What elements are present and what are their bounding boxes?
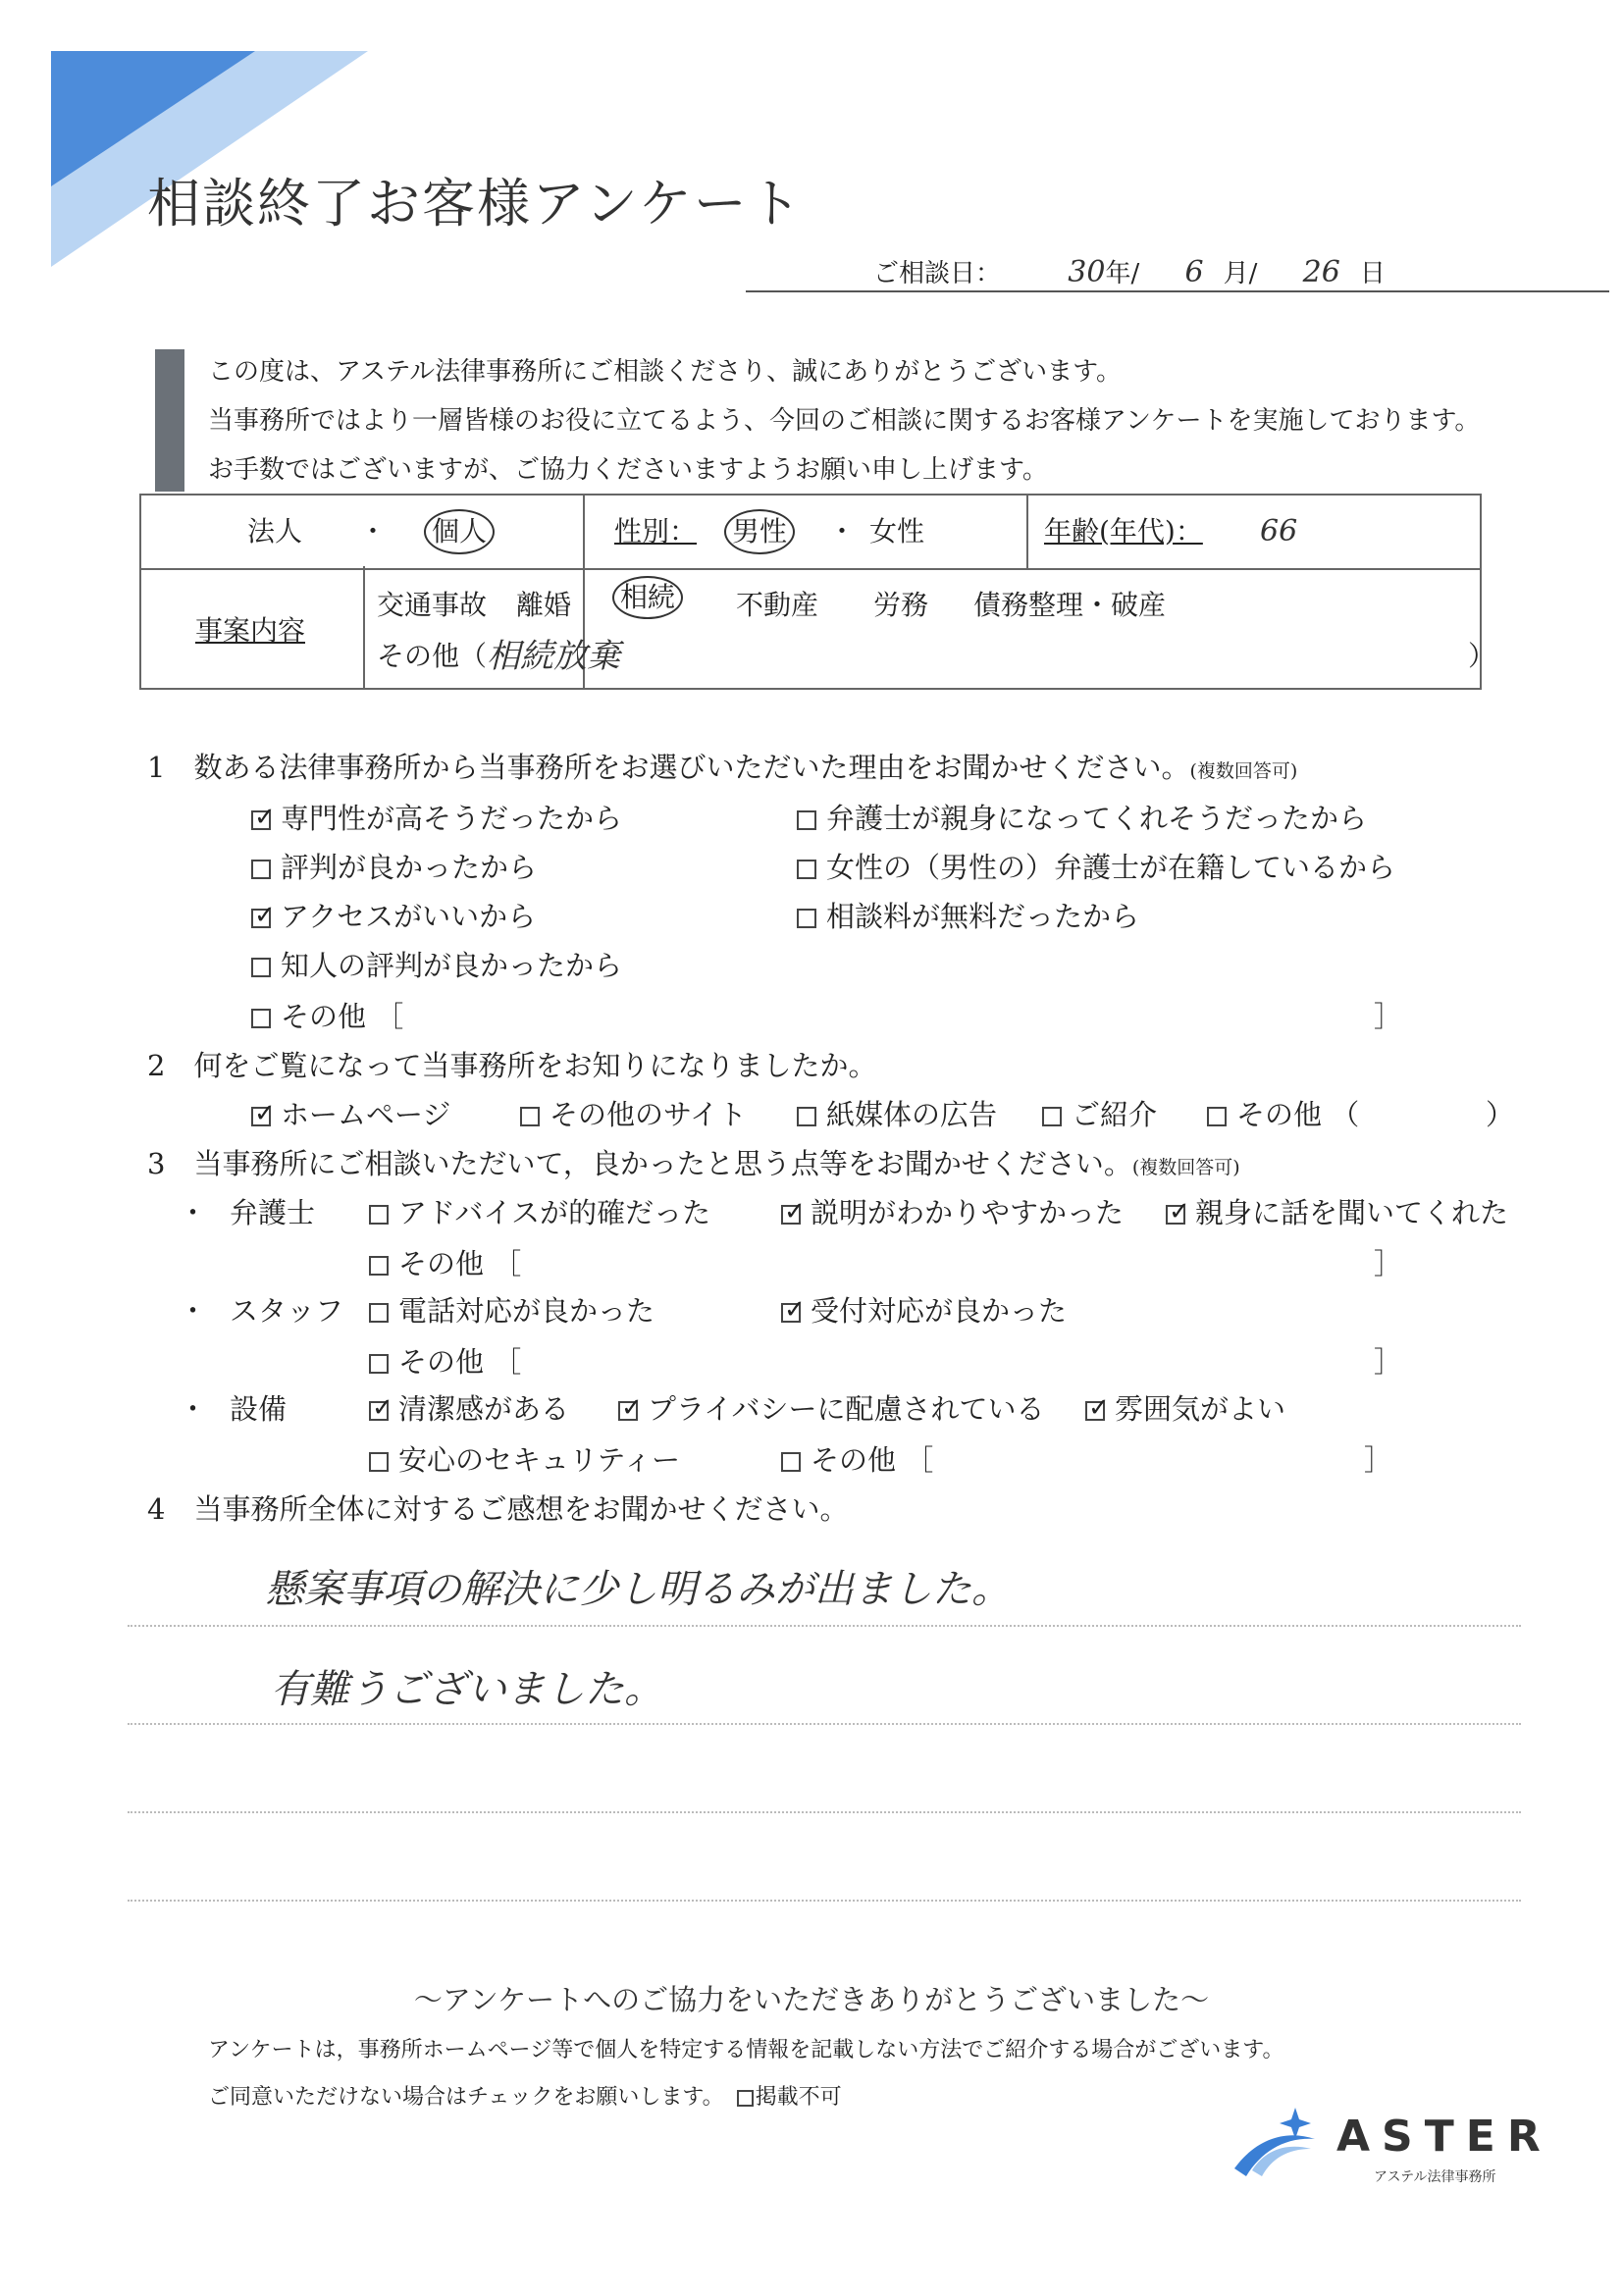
q3-text bbox=[147, 1142, 1240, 1182]
case-other-open: その他（ bbox=[377, 640, 488, 672]
q2-option-print-ad[interactable] bbox=[797, 1093, 997, 1133]
checkbox-icon[interactable] bbox=[251, 1107, 271, 1126]
q2-option-homepage[interactable] bbox=[251, 1093, 450, 1133]
checkbox-icon[interactable] bbox=[781, 1205, 801, 1225]
q3-facility-clean[interactable] bbox=[369, 1387, 569, 1428]
date-underline bbox=[746, 290, 1609, 292]
q3-facility-security[interactable] bbox=[369, 1438, 680, 1479]
q3-note: (複数回答可) bbox=[1131, 1157, 1240, 1178]
q4-answer-line-1: 懸案事項の解決に少し明るみが出ました。 bbox=[265, 1567, 1011, 1612]
client-separator: ・ bbox=[359, 515, 388, 548]
checkbox-icon[interactable] bbox=[781, 1303, 801, 1323]
checkbox-icon[interactable] bbox=[369, 1256, 389, 1276]
publication-note: アンケートは，事務所ホームページ等で個人を特定する情報を記載しない方法でご紹介する場合がございます。 bbox=[208, 2038, 1284, 2062]
case-divorce[interactable]: 離婚 bbox=[516, 589, 572, 621]
q2-option-other[interactable] bbox=[1207, 1093, 1359, 1133]
q2-option-other-site[interactable] bbox=[520, 1093, 747, 1133]
q3-facility-privacy[interactable] bbox=[618, 1387, 1045, 1428]
sex-male-selected[interactable]: 男性 bbox=[724, 509, 795, 554]
case-options bbox=[377, 570, 1496, 688]
q1-option-label: 専門性が高そうだったから bbox=[281, 802, 623, 835]
q3-option-label: その他 ［ bbox=[398, 1345, 522, 1379]
page-title: 相談終了お客様アンケート bbox=[147, 173, 804, 235]
q1-option-gender[interactable] bbox=[797, 846, 1395, 886]
q3-facility-other-close: ］ bbox=[1364, 1443, 1393, 1477]
client-individual-selected[interactable]: 個人 bbox=[424, 509, 495, 554]
checkbox-icon[interactable] bbox=[369, 1303, 389, 1323]
sex-female[interactable]: 女性 bbox=[869, 515, 925, 548]
client-corporate[interactable]: 法人 bbox=[247, 515, 303, 548]
q3-lawyer-other[interactable] bbox=[369, 1242, 521, 1282]
checkbox-icon[interactable] bbox=[797, 860, 816, 879]
q1-option-label: アクセスがいいから bbox=[281, 900, 537, 933]
checkbox-icon[interactable] bbox=[797, 810, 816, 830]
date-day-unit: 日 bbox=[1359, 259, 1386, 288]
case-traffic[interactable]: 交通事故 bbox=[377, 589, 488, 621]
q2-option-label: その他 （ bbox=[1236, 1098, 1360, 1131]
q3-option-label: その他 ［ bbox=[811, 1443, 934, 1477]
q1-option-expertise[interactable] bbox=[251, 797, 622, 837]
q3-facility-label: 設備 bbox=[230, 1392, 288, 1426]
q3-lawyer-listening[interactable] bbox=[1166, 1191, 1508, 1231]
intro-accent-bar bbox=[155, 349, 184, 492]
logo-subtitle: アステル法律事務所 bbox=[1374, 2169, 1496, 2185]
sex-label: 性別： bbox=[614, 515, 698, 548]
checkbox-icon[interactable] bbox=[369, 1354, 389, 1374]
q1-text bbox=[147, 746, 1297, 786]
checkbox-icon[interactable] bbox=[797, 909, 816, 928]
q3-bullet: ・ bbox=[179, 1196, 208, 1229]
checkbox-icon[interactable] bbox=[369, 1452, 389, 1472]
date-month[interactable]: 6 bbox=[1184, 255, 1204, 289]
q3-question: 3 当事務所にご相談いただいて，良かったと思う点等をお聞かせください。 bbox=[147, 1147, 1132, 1180]
q3-bullet: ・ bbox=[179, 1392, 208, 1426]
q2-option-referral[interactable] bbox=[1042, 1093, 1157, 1133]
q1-option-caring[interactable] bbox=[797, 797, 1367, 837]
client-info-table bbox=[139, 494, 1496, 690]
date-year[interactable]: 30 bbox=[1068, 255, 1106, 289]
q1-other-close: ］ bbox=[1374, 1000, 1403, 1033]
no-publish-label: 掲載不可 bbox=[755, 2085, 842, 2110]
q1-option-label: 女性の（男性の）弁護士が在籍しているから bbox=[826, 851, 1396, 884]
checkbox-icon[interactable] bbox=[251, 810, 271, 830]
q1-option-label: その他 ［ bbox=[281, 1000, 404, 1033]
q3-staff-other-close: ］ bbox=[1374, 1345, 1403, 1379]
intro-line-2: 当事務所ではより一層皆様のお役に立てるよう、今回のご相談に関するお客様アンケートを実施しております。 bbox=[208, 406, 1481, 436]
q2-option-label: 紙媒体の広告 bbox=[826, 1098, 998, 1131]
date-year-unit: 年/ bbox=[1105, 259, 1140, 288]
q2-option-label: ご紹介 bbox=[1072, 1098, 1158, 1131]
q2-question: 2 何をご覧になって当事務所をお知りになりましたか。 bbox=[147, 1049, 877, 1082]
logo-name: ASTER bbox=[1336, 2112, 1552, 2162]
consult-date bbox=[873, 253, 1386, 289]
q3-option-label: 説明がわかりやすかった bbox=[811, 1196, 1125, 1229]
no-publish-option[interactable] bbox=[737, 2085, 842, 2110]
q3-staff-reception[interactable] bbox=[781, 1289, 1067, 1330]
case-other-value[interactable]: 相続放棄 bbox=[487, 637, 620, 676]
q2-option-label: その他のサイト bbox=[550, 1098, 747, 1131]
consent-note bbox=[208, 2080, 842, 2111]
q2-other-close: ） bbox=[1486, 1098, 1515, 1131]
answer-rule bbox=[128, 1811, 1521, 1813]
q3-option-label: 親身に話を聞いてくれた bbox=[1195, 1196, 1509, 1229]
q3-facility-other[interactable] bbox=[781, 1438, 933, 1479]
q1-option-label: 相談料が無料だったから bbox=[826, 900, 1140, 933]
q3-staff-phone[interactable] bbox=[369, 1289, 654, 1330]
q3-lawyer-explanation[interactable] bbox=[781, 1191, 1124, 1231]
checkbox-icon[interactable] bbox=[251, 860, 271, 879]
date-month-unit: 月/ bbox=[1223, 259, 1258, 288]
q3-bullet: ・ bbox=[179, 1294, 208, 1328]
q2-option-label: ホームページ bbox=[281, 1098, 451, 1131]
q4-answer-area[interactable] bbox=[128, 1539, 1521, 1931]
q1-option-label: 知人の評判が良かったから bbox=[281, 949, 623, 982]
q3-option-label: 清潔感がある bbox=[398, 1392, 570, 1426]
checkbox-icon[interactable] bbox=[251, 958, 271, 977]
case-debt[interactable]: 債務整理・破産 bbox=[973, 589, 1167, 621]
q3-option-label: アドバイスが的確だった bbox=[398, 1196, 711, 1229]
q1-question: 1 数ある法律事務所から当事務所をお選びいただいた理由をお聞かせください。 bbox=[147, 751, 1190, 784]
answer-rule bbox=[128, 1723, 1521, 1725]
q3-staff-label: スタッフ bbox=[230, 1294, 344, 1328]
q1-option-reputation[interactable] bbox=[251, 846, 537, 886]
q1-option-other[interactable] bbox=[251, 995, 403, 1035]
checkbox-icon[interactable] bbox=[369, 1205, 389, 1225]
case-real-estate[interactable]: 不動産 bbox=[736, 589, 819, 621]
q1-note: (複数回答可) bbox=[1189, 760, 1298, 782]
q3-facility-atmosphere[interactable] bbox=[1085, 1387, 1285, 1428]
checkbox-icon[interactable] bbox=[618, 1401, 638, 1421]
date-label: ご相談日： bbox=[873, 259, 1002, 288]
checkbox-icon[interactable] bbox=[520, 1107, 540, 1126]
intro-line-1: この度は、アステル法律事務所にご相談くださり、誠にありがとうございます。 bbox=[208, 357, 1123, 387]
q1-option-label: 弁護士が親身になってくれそうだったから bbox=[826, 802, 1368, 835]
checkbox-icon[interactable] bbox=[251, 1009, 271, 1028]
age-label: 年齢(年代)： bbox=[1044, 515, 1203, 548]
date-day[interactable]: 26 bbox=[1302, 255, 1340, 289]
intro-line-3: お手数ではございますが、ご協力くださいますようお願い申し上げます。 bbox=[208, 455, 1048, 485]
consent-text: ご同意いただけない場合はチェックをお願いします。 bbox=[208, 2085, 724, 2110]
corner-decoration bbox=[0, 0, 393, 294]
checkbox-icon[interactable] bbox=[1042, 1107, 1062, 1126]
case-label: 事案内容 bbox=[195, 614, 306, 647]
q4-question: 4 当事務所全体に対するご感想をお聞かせください。 bbox=[147, 1492, 849, 1526]
checkbox-icon[interactable] bbox=[1166, 1205, 1185, 1225]
checkbox-icon[interactable] bbox=[797, 1107, 816, 1126]
q3-lawyer-other-close: ］ bbox=[1374, 1247, 1403, 1280]
q3-lawyer-advice[interactable] bbox=[369, 1191, 710, 1231]
q3-lawyer-label: 弁護士 bbox=[230, 1196, 316, 1229]
q1-option-acquaintance[interactable] bbox=[251, 944, 622, 984]
checkbox-icon[interactable] bbox=[251, 909, 271, 928]
age-value[interactable]: 66 bbox=[1260, 514, 1298, 548]
case-labor[interactable]: 労務 bbox=[873, 589, 929, 621]
checkbox-icon[interactable] bbox=[1085, 1401, 1105, 1421]
q3-option-label: 電話対応が良かった bbox=[398, 1294, 655, 1328]
checkbox-icon[interactable] bbox=[369, 1401, 389, 1421]
q3-option-label: その他 ［ bbox=[398, 1247, 522, 1280]
q3-option-label: 安心のセキュリティー bbox=[398, 1443, 681, 1477]
case-other-close: ） bbox=[1468, 640, 1496, 672]
q3-option-label: プライバシーに配慮されている bbox=[648, 1392, 1045, 1426]
case-row-divider bbox=[363, 566, 365, 688]
case-inheritance-selected[interactable]: 相続 bbox=[612, 576, 683, 619]
q3-staff-other[interactable] bbox=[369, 1340, 521, 1381]
checkbox-icon[interactable] bbox=[737, 2090, 754, 2107]
sex-separator: ・ bbox=[828, 515, 857, 548]
q1-option-free[interactable] bbox=[797, 895, 1139, 935]
q3-option-label: 受付対応が良かった bbox=[811, 1294, 1068, 1328]
answer-rule bbox=[128, 1900, 1521, 1902]
checkbox-icon[interactable] bbox=[781, 1452, 801, 1472]
q1-option-access[interactable] bbox=[251, 895, 536, 935]
q1-option-label: 評判が良かったから bbox=[281, 851, 538, 884]
thanks-message: ～アンケートへのご協力をいただきありがとうございました～ bbox=[413, 1983, 1210, 2016]
checkbox-icon[interactable] bbox=[1207, 1107, 1227, 1126]
answer-rule bbox=[128, 1625, 1521, 1627]
q3-option-label: 雰囲気がよい bbox=[1115, 1392, 1286, 1426]
q4-answer-line-2: 有難うございました。 bbox=[271, 1667, 663, 1712]
aster-logo-icon bbox=[1227, 2100, 1325, 2183]
